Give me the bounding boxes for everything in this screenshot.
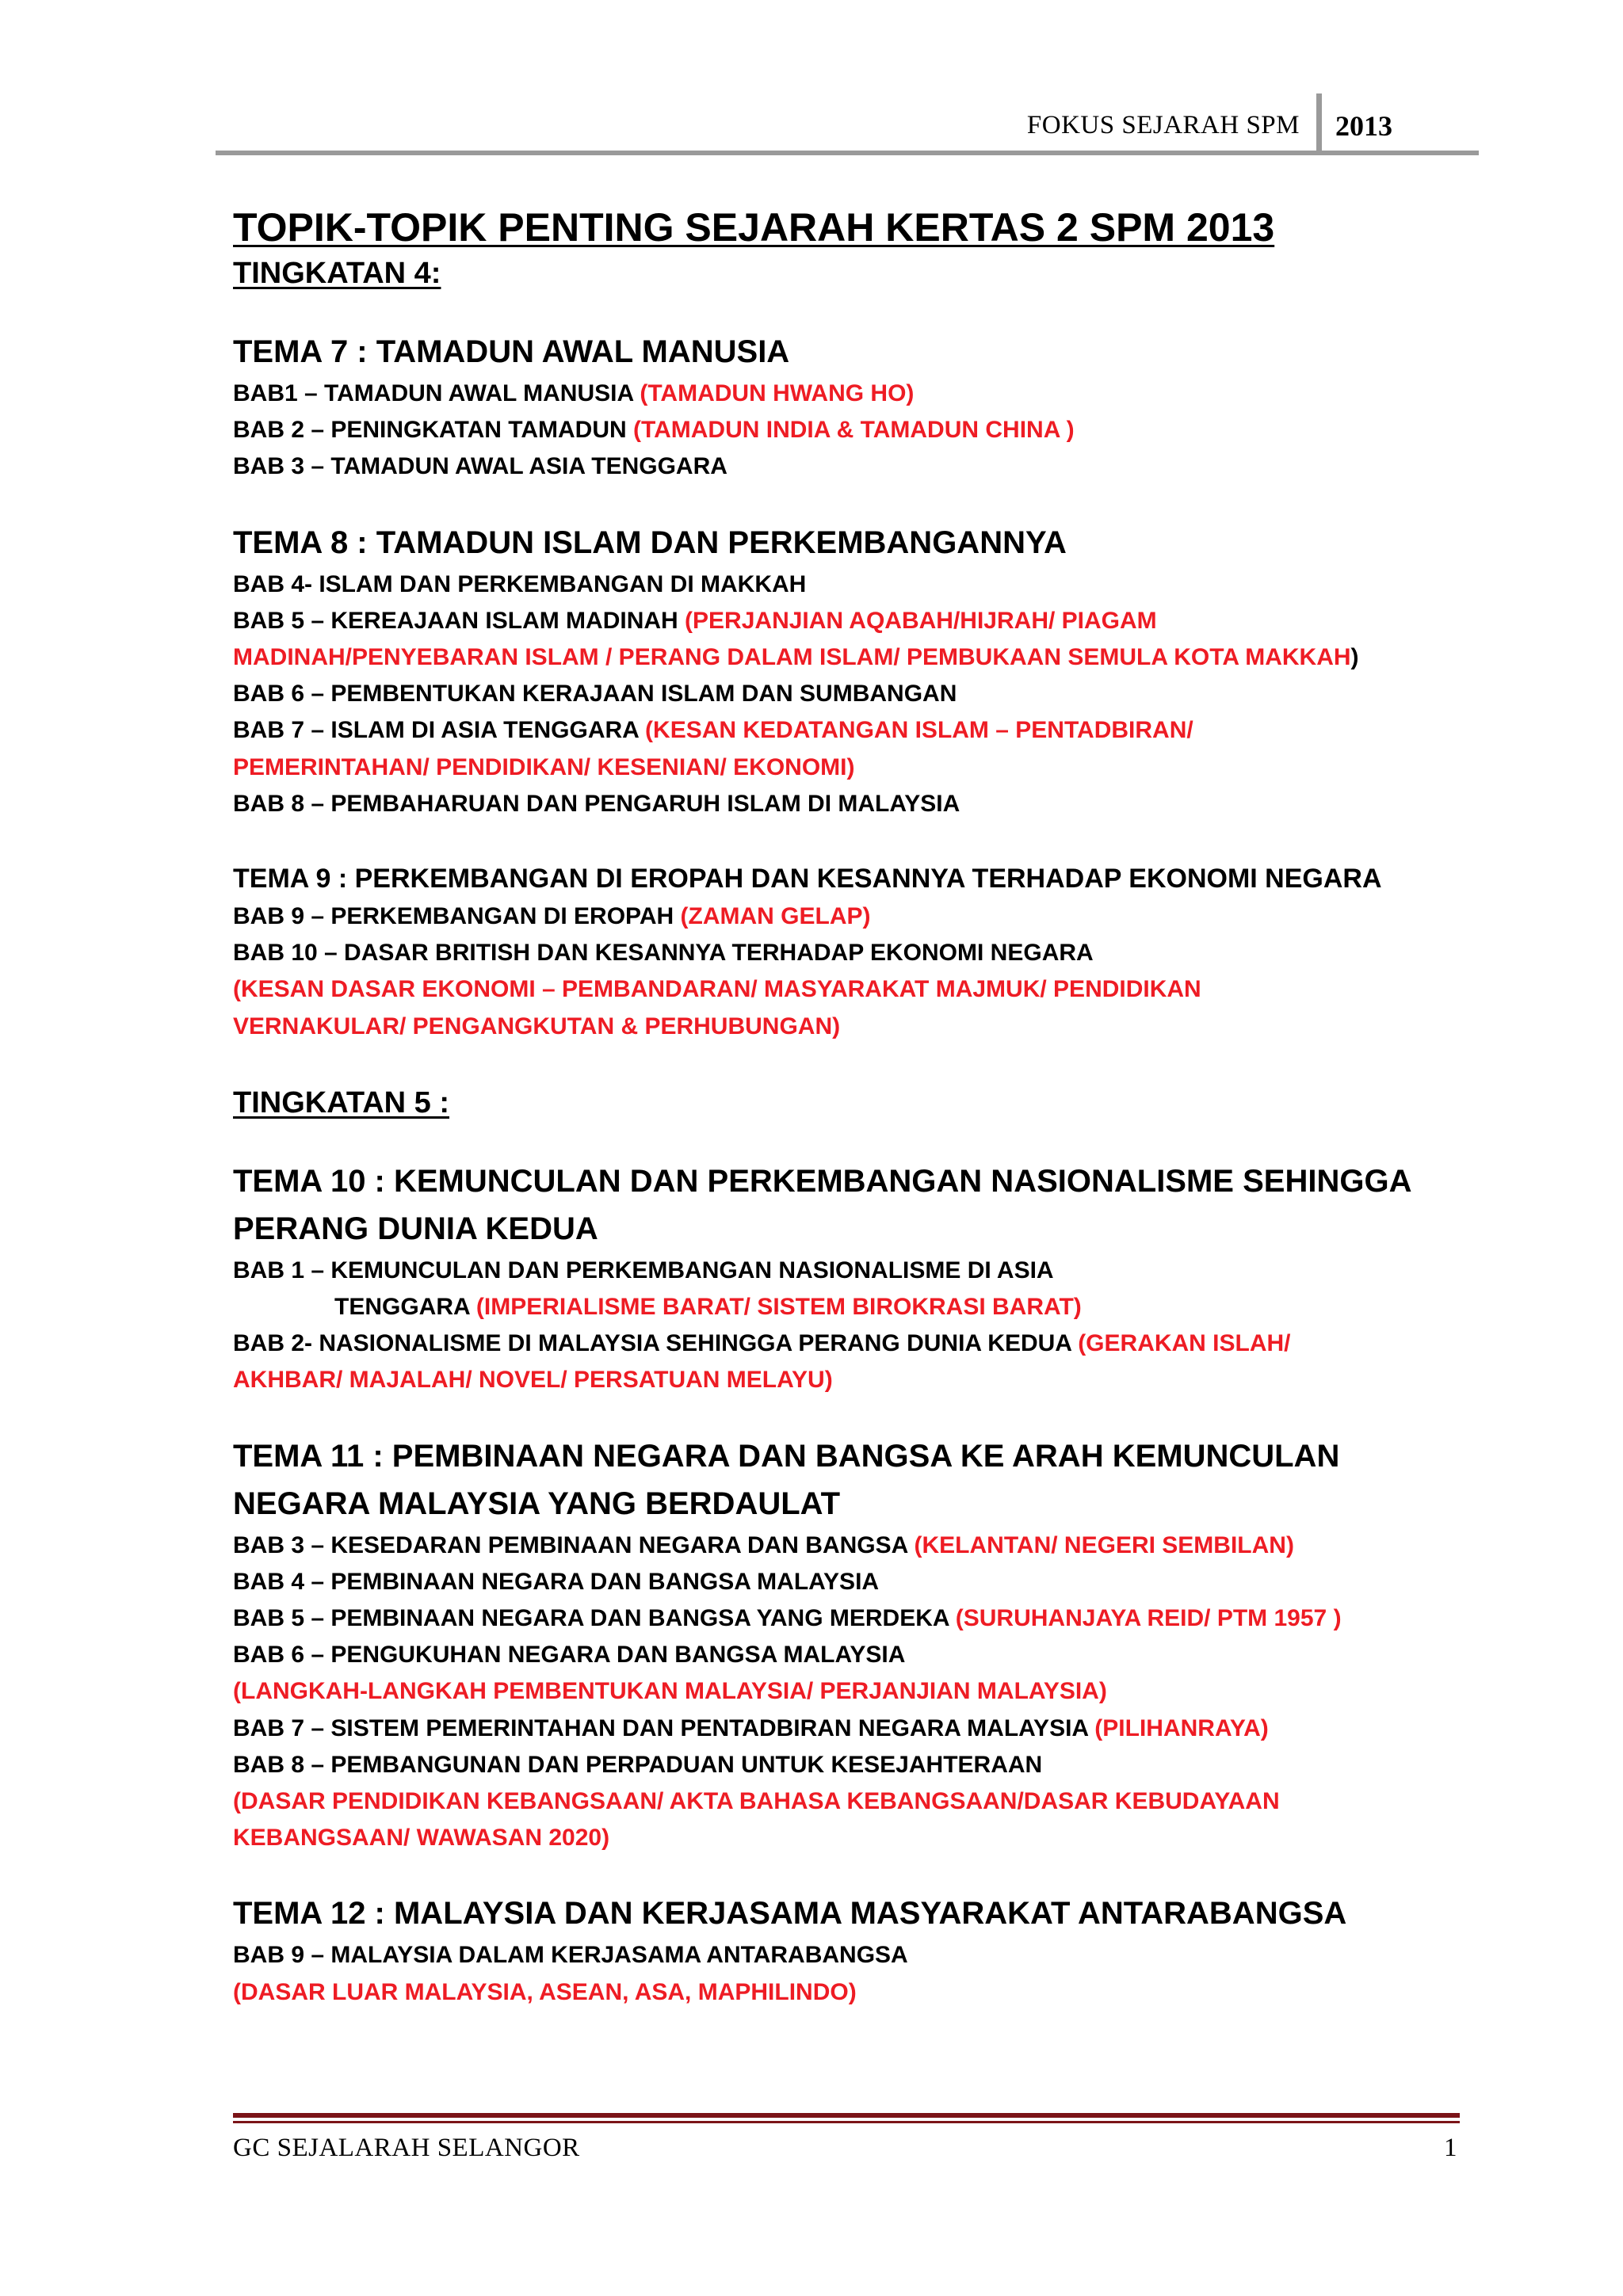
chapter-text: BAB 8 – PEMBAHARUAN DAN PENGARUH ISLAM DI MALAYSIA [233, 790, 960, 817]
chapter-text: BAB 7 – ISLAM DI ASIA TENGGARA [233, 717, 646, 744]
chapter-line [233, 935, 1485, 971]
header-year: 2013 [1335, 110, 1392, 142]
tingkatan-5-heading: TINGKATAN 5 : [233, 1085, 450, 1119]
chapter-line [233, 676, 1485, 712]
chapter-line [233, 448, 1485, 485]
tema-10-title-line-1: TEMA 10 : KEMUNCULAN DAN PERKEMBANGAN NASIONALISME SEHINGGA [233, 1163, 1412, 1199]
highlight-topics: (ZAMAN GELAP) [680, 903, 871, 930]
tema-11-list [233, 1527, 1485, 1857]
chapter-text: BAB 2- NASIONALISME DI MALAYSIA SEHINGGA PERANG DUNIA KEDUA [233, 1330, 1079, 1357]
highlight-topics: (KELANTAN/ NEGERI SEMBILAN) [914, 1531, 1294, 1558]
tema-9-list [233, 898, 1485, 1045]
chapter-line [233, 1362, 1485, 1398]
tema-10-title-line-2: PERANG DUNIA KEDUA [233, 1211, 598, 1246]
chapter-text: BAB 10 – DASAR BRITISH DAN KESANNYA TERHADAP EKONOMI NEGARA [233, 940, 1094, 967]
chapter-text: BAB 8 – PEMBANGUNAN DAN PERPADUAN UNTUK KESEJAHTERAAN [233, 1751, 1043, 1778]
chapter-text: BAB 5 – PEMBINAAN NEGARA DAN BANGSA YANG MERDEKA [233, 1605, 956, 1632]
chapter-text: BAB1 – TAMADUN AWAL MANUSIA [233, 380, 640, 406]
chapter-line [233, 566, 1485, 603]
document-body [233, 203, 1485, 2011]
highlight-topics: (PERJANJIAN AQABAH/HIJRAH/ PIAGAM [685, 607, 1157, 634]
chapter-line [233, 1711, 1485, 1747]
chapter-line [233, 1820, 1485, 1856]
footer-rule-thin [233, 2121, 1460, 2123]
tema-7-heading: TEMA 7 : TAMADUN AWAL MANUSIA [233, 334, 790, 369]
tema-11-heading [233, 1432, 1485, 1527]
chapter-text: BAB 3 – TAMADUN AWAL ASIA TENGGARA [233, 453, 727, 480]
highlight-topics: (DASAR PENDIDIKAN KEBANGSAAN/ AKTA BAHASA KEBANGSAAN/DASAR KEBUDAYAAN [233, 1788, 1280, 1815]
chapter-line [233, 412, 1485, 448]
chapter-text: BAB 6 – PEMBENTUKAN KERAJAAN ISLAM DAN SUMBANGAN [233, 681, 957, 707]
chapter-line [233, 1600, 1485, 1637]
chapter-line [233, 1289, 1485, 1325]
highlight-topics: VERNAKULAR/ PENGANGKUTAN & PERHUBUNGAN) [233, 1013, 841, 1039]
highlight-topics: PEMERINTAHAN/ PENDIDIKAN/ KESENIAN/ EKONOMI) [233, 753, 855, 780]
chapter-line [233, 376, 1485, 412]
highlight-topics: MADINAH/PENYEBARAN ISLAM / PERANG DALAM ISLAM/ PEMBUKAAN SEMULA KOTA MAKKAH [233, 644, 1351, 671]
tingkatan-4-heading: TINGKATAN 4: [233, 257, 441, 290]
chapter-line [233, 1783, 1485, 1820]
chapter-line [233, 1253, 1485, 1289]
tema-12-list [233, 1937, 1485, 2010]
chapter-line [233, 786, 1485, 822]
chapter-text: BAB 7 – SISTEM PEMERINTAHAN DAN PENTADBIRAN NEGARA MALAYSIA [233, 1714, 1095, 1741]
page-number: 1 [1444, 2134, 1457, 2162]
highlight-topics: (KESAN KEDATANGAN ISLAM – PENTADBIRAN/ [645, 717, 1193, 744]
header-divider [1316, 93, 1322, 153]
chapter-line [233, 712, 1485, 749]
footer-text: GC SEJALARAH SELANGOR [233, 2134, 580, 2162]
chapter-line [233, 1527, 1485, 1564]
chapter-line [233, 1673, 1485, 1710]
chapter-line [233, 1009, 1485, 1045]
chapter-text: BAB 3 – KESEDARAN PEMBINAAN NEGARA DAN BANGSA [233, 1531, 915, 1558]
highlight-topics: KEBANGSAAN/ WAWASAN 2020) [233, 1825, 610, 1852]
highlight-topics: (TAMADUN HWANG HO) [640, 380, 915, 406]
chapter-line [233, 898, 1485, 935]
chapter-line [233, 1325, 1485, 1362]
chapter-line [233, 971, 1485, 1008]
document-title: TOPIK-TOPIK PENTING SEJARAH KERTAS 2 SPM 2013 [233, 205, 1275, 250]
chapter-text: BAB 4 – PEMBINAAN NEGARA DAN BANGSA MALAYSIA [233, 1568, 880, 1595]
highlight-topics: (PILIHANRAYA) [1094, 1714, 1269, 1741]
chapter-line [233, 603, 1485, 639]
footer-rule [233, 2113, 1460, 2118]
chapter-line [233, 1937, 1485, 1974]
chapter-text: BAB 1 – KEMUNCULAN DAN PERKEMBANGAN NASIONALISME DI ASIA [233, 1257, 1054, 1283]
highlight-topics: (TAMADUN INDIA & TAMADUN CHINA ) [633, 417, 1075, 444]
highlight-topics: (GERAKAN ISLAH/ [1078, 1330, 1291, 1357]
chapter-text: BAB 4- ISLAM DAN PERKEMBANGAN DI MAKKAH [233, 570, 807, 597]
header-rule [216, 151, 1479, 155]
tema-8-heading: TEMA 8 : TAMADUN ISLAM DAN PERKEMBANGANNYA [233, 524, 1067, 560]
highlight-topics: (DASAR LUAR MALAYSIA, ASEAN, ASA, MAPHILINDO) [233, 1978, 857, 2005]
chapter-line [233, 749, 1485, 786]
highlight-topics: (SURUHANJAYA REID/ PTM 1957 ) [955, 1605, 1342, 1632]
highlight-topics: (IMPERIALISME BARAT/ SISTEM BIROKRASI BARAT) [475, 1294, 1082, 1321]
chapter-text: BAB 6 – PENGUKUHAN NEGARA DAN BANGSA MALAYSIA [233, 1642, 906, 1669]
chapter-text: BAB 5 – KEREAJAAN ISLAM MADINAH [233, 607, 685, 634]
tema-7-list [233, 376, 1485, 486]
tema-8-list [233, 566, 1485, 822]
chapter-text: BAB 2 – PENINGKATAN TAMADUN [233, 417, 634, 444]
tema-11-title-line-2: NEGARA MALAYSIA YANG BERDAULAT [233, 1486, 840, 1521]
highlight-topics: AKHBAR/ MAJALAH/ NOVEL/ PERSATUAN MELAYU) [233, 1367, 833, 1394]
chapter-line [233, 1747, 1485, 1783]
chapter-line [233, 1974, 1485, 2011]
tema-12-heading: TEMA 12 : MALAYSIA DAN KERJASAMA MASYARAKAT ANTARABANGSA [233, 1896, 1347, 1932]
highlight-topics: (LANGKAH-LANGKAH PEMBENTUKAN MALAYSIA/ PERJANJIAN MALAYSIA) [233, 1678, 1107, 1705]
chapter-text: BAB 9 – MALAYSIA DALAM KERJASAMA ANTARABANGSA [233, 1942, 908, 1969]
header-title: FOKUS SEJARAH SPM [1026, 111, 1300, 139]
tema-10-heading [233, 1158, 1485, 1253]
highlight-topics: (KESAN DASAR EKONOMI – PEMBANDARAN/ MASYARAKAT MAJMUK/ PENDIDIKAN [233, 976, 1201, 1003]
chapter-line [233, 1637, 1485, 1673]
chapter-line [233, 639, 1485, 676]
tema-11-title-line-1: TEMA 11 : PEMBINAAN NEGARA DAN BANGSA KE ARAH KEMUNCULAN [233, 1438, 1340, 1474]
closing-paren: ) [1350, 644, 1359, 671]
tema-10-list [233, 1253, 1485, 1399]
chapter-line [233, 1564, 1485, 1600]
chapter-text: TENGGARA [334, 1294, 476, 1321]
chapter-text: BAB 9 – PERKEMBANGAN DI EROPAH [233, 903, 681, 930]
tema-9-heading: TEMA 9 : PERKEMBANGAN DI EROPAH DAN KESANNYA TERHADAP EKONOMI NEGARA [233, 864, 1382, 894]
